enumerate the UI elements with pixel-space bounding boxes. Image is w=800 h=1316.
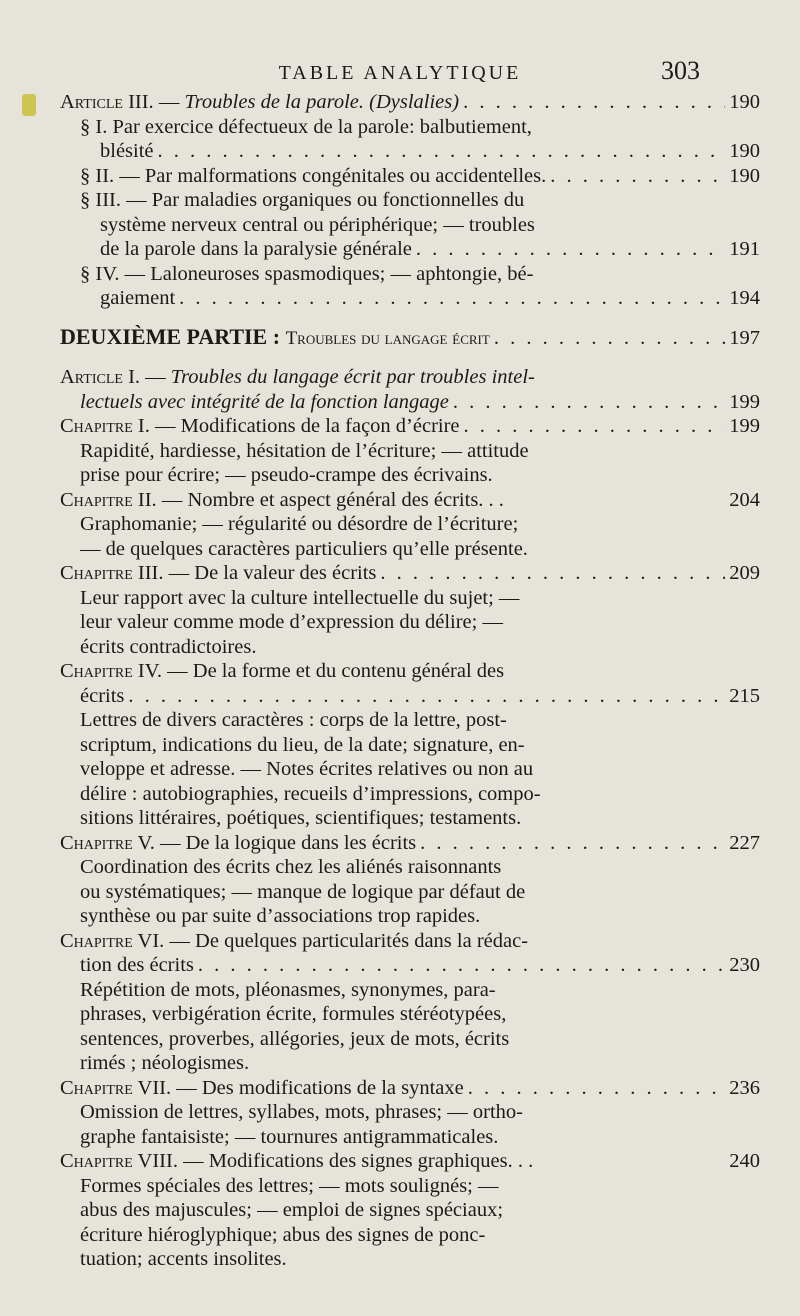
entry-label: Chapitre I. — [60, 415, 150, 437]
part-title: Troubles du langage écrit — [285, 327, 490, 349]
entry-line: § IV. — Laloneuroses spasmodiques; — aphtongie, bé- — [80, 262, 534, 285]
entry-page: 204 — [729, 488, 760, 511]
entry-line: blésité — [100, 140, 154, 162]
entry-description: Formes spéciales des lettres; — mots soulignés; — — [80, 1174, 499, 1197]
dot-leader — [158, 139, 726, 164]
entry-title: — Nombre et aspect général des écrits. . . — [156, 488, 504, 511]
entry-label: Chapitre III. — [60, 562, 164, 584]
entry-page: 236 — [729, 1076, 760, 1099]
entry-line: système nerveux central ou périphérique; — troubles — [100, 213, 535, 236]
toc-entry-section-2 — [60, 164, 760, 189]
entry-line: de la parole dans la paralysie générale — [100, 238, 412, 260]
dot-leader — [464, 414, 726, 439]
entry-label: Chapitre VIII. — [60, 1150, 178, 1172]
entry-description: Répétition de mots, pléonasmes, synonymes, para- — [80, 978, 496, 1001]
entry-label: Chapitre VII. — [60, 1076, 172, 1099]
entry-title: — De la forme et du contenu général des — [162, 660, 505, 682]
entry-line: § I. Par exercice défectueux de la parole: balbutiement, — [80, 115, 532, 138]
entry-line: gaiement — [100, 287, 176, 309]
toc-entry-chapter-8 — [60, 1149, 760, 1272]
entry-page: 209 — [729, 562, 760, 584]
dot-leader — [463, 90, 725, 115]
entry-description: Omission de lettres, syllabes, mots, phrases; — ortho- — [80, 1101, 523, 1123]
entry-description: scriptum, indications du lieu, de la date; signature, en- — [80, 733, 525, 756]
dot-leader — [420, 831, 725, 856]
entry-page: 191 — [729, 238, 760, 260]
entry-title: — De la valeur des écrits — [163, 562, 377, 584]
entry-page: 199 — [729, 415, 760, 437]
dot-leader — [380, 561, 725, 586]
entry-description: rimés ; néologismes. — [80, 1052, 250, 1074]
toc-entry-section-1 — [60, 115, 760, 164]
entry-title: — De la logique dans les écrits — [154, 831, 417, 854]
dot-leader — [468, 1076, 725, 1101]
entry-description: écrits contradictoires. — [80, 635, 257, 658]
toc-entry-article-1 — [60, 365, 760, 414]
entry-description: — de quelques caractères particuliers qu’elle présente. — [80, 537, 528, 560]
entry-title: écrits — [80, 684, 125, 707]
entry-description: phrases, verbigération écrite, formules stéréotypées, — [80, 1003, 507, 1025]
entry-page: 227 — [729, 831, 760, 854]
entry-title: Troubles de la parole. (Dyslalies) — [184, 91, 460, 113]
entry-label: Article I. — [60, 366, 141, 388]
dot-leader — [198, 953, 725, 978]
toc-entry-chapter-4 — [60, 659, 760, 831]
dot-leader — [179, 286, 725, 311]
entry-page: 190 — [729, 164, 760, 187]
entry-description: ou systématiques; — manque de logique par défaut de — [80, 880, 526, 903]
toc-entry-chapter-3 — [60, 561, 760, 659]
running-title: TABLE ANALYTIQUE — [278, 62, 522, 84]
toc-entry-chapter-7 — [60, 1076, 760, 1150]
entry-label: Article III. — [60, 91, 154, 113]
table-of-contents — [60, 90, 760, 1272]
entry-page: 230 — [729, 954, 760, 976]
entry-title: — Modifications des signes graphiques. . . — [177, 1150, 534, 1172]
entry-dash: — — [153, 91, 185, 113]
entry-title: Troubles du langage écrit par troubles intel- — [170, 366, 535, 388]
entry-dash: — — [140, 366, 171, 388]
toc-entry-chapter-5 — [60, 831, 760, 929]
entry-description: synthèse ou par suite d’associations trop rapides. — [80, 905, 481, 927]
dot-leader — [128, 684, 725, 709]
entry-label: Chapitre II. — [60, 488, 157, 511]
entry-description: sentences, proverbes, allégories, jeux de mots, écrits — [80, 1027, 510, 1050]
entry-line: § III. — Par maladies organiques ou fonctionnelles du — [80, 189, 525, 211]
entry-title: tion des écrits — [80, 954, 194, 976]
entry-description: Leur rapport avec la culture intellectuelle du sujet; — — [80, 586, 520, 609]
page-number: 303 — [661, 56, 700, 85]
entry-description: Coordination des écrits chez les aliénés raisonnants — [80, 856, 502, 878]
entry-label: Chapitre IV. — [60, 660, 163, 682]
entry-description: délire : autobiographies, recueils d’impressions, compo- — [80, 782, 541, 805]
toc-entry-section-4 — [60, 262, 760, 311]
toc-entry-chapter-2 — [60, 488, 760, 562]
entry-description: leur valeur comme mode d’expression du délire; — — [80, 611, 503, 633]
entry-description: veloppe et adresse. — Notes écrites relatives ou non au — [80, 758, 534, 780]
entry-description: écriture hiéroglyphique; abus des signes de ponc- — [80, 1223, 486, 1246]
toc-entry-article-3 — [60, 90, 760, 115]
toc-entry-section-3 — [60, 188, 760, 262]
entry-description: Rapidité, hardiesse, hésitation de l’écriture; — attitude — [80, 439, 529, 462]
dot-leader — [550, 164, 725, 189]
entry-page: 199 — [729, 390, 760, 413]
dot-leader — [453, 390, 725, 415]
entry-page: 190 — [729, 91, 760, 113]
entry-description: graphe fantaisiste; — tournures antigrammaticales. — [80, 1125, 499, 1148]
toc-entry-chapter-1 — [60, 414, 760, 488]
entry-page: 194 — [729, 287, 760, 309]
dot-leader — [494, 326, 725, 351]
entry-description: Lettres de divers caractères : corps de la lettre, post- — [80, 709, 507, 731]
entry-description: abus des majuscules; — emploi de signes spéciaux; — [80, 1199, 504, 1221]
entry-description: tuation; accents insolites. — [80, 1248, 287, 1270]
toc-entry-chapter-6 — [60, 929, 760, 1076]
entry-title: — De quelques particularités dans la rédac- — [164, 929, 529, 952]
entry-description: Graphomanie; — régularité ou désordre de l’écriture; — [80, 513, 519, 535]
dot-leader — [416, 237, 725, 262]
entry-description: sitions littéraires, poétiques, scientifiques; testaments. — [80, 807, 522, 829]
entry-description: prise pour écrire; — pseudo-crampe des écrivains. — [80, 464, 493, 486]
entry-page: 190 — [729, 140, 760, 162]
margin-stain — [22, 94, 36, 116]
toc-entry-part-2 — [60, 325, 760, 352]
entry-page: 197 — [729, 326, 760, 349]
part-label: DEUXIÈME PARTIE : — [60, 324, 281, 349]
entry-label: Chapitre V. — [60, 831, 155, 854]
running-head — [0, 56, 800, 92]
entry-page: 240 — [729, 1150, 760, 1172]
entry-title: — Modifications de la façon d’écrire — [149, 415, 460, 437]
entry-page: 215 — [729, 684, 760, 707]
entry-label: Chapitre VI. — [60, 929, 165, 952]
entry-line: § II. — Par malformations congénitales ou accidentelles. — [80, 164, 547, 187]
entry-title: — Des modifications de la syntaxe — [171, 1076, 464, 1099]
entry-title: lectuels avec intégrité de la fonction langage — [80, 390, 449, 413]
